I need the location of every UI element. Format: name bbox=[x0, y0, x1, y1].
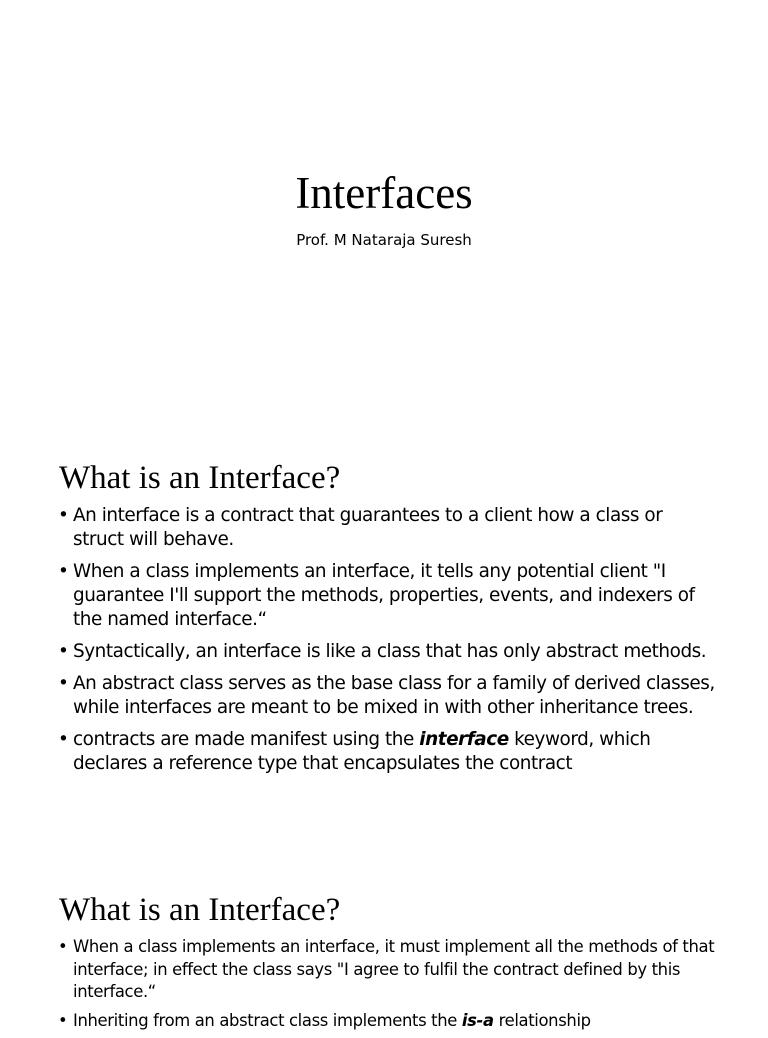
bullet-icon: • bbox=[58, 673, 69, 694]
bullet-text: When a class implements an interface, it tells any potential client "I guarantee I'll support the methods, properties, events, and indexers of the named interface.“ bbox=[73, 561, 695, 630]
bullet-text-before: contracts are made manifest using the bbox=[73, 729, 420, 750]
bullet-icon: • bbox=[58, 505, 69, 526]
bullet-text-before: Inheriting from an abstract class implements the bbox=[73, 1010, 462, 1030]
keyword-interface: interface bbox=[419, 729, 509, 750]
bullet-text-after: relationship bbox=[493, 1010, 591, 1030]
bullet-icon: • bbox=[58, 641, 69, 662]
slide-title: Interfaces bbox=[295, 168, 473, 218]
bullet-text: An abstract class serves as the base class for a family of derived classes, while interfaces are meant to be mixed in with other inheritance trees. bbox=[73, 673, 715, 718]
bullet-icon: • bbox=[58, 937, 68, 956]
list-item bbox=[58, 504, 718, 552]
bullet-text: Syntactically, an interface is like a class that has only abstract methods. bbox=[73, 641, 707, 662]
bullet-icon: • bbox=[58, 561, 69, 582]
bullet-text: An interface is a contract that guarantees to a client how a class or struct will behave. bbox=[73, 505, 663, 550]
list-item bbox=[58, 672, 718, 720]
bullet-text-after: keyword, which declares a reference type that encapsulates the contract bbox=[73, 729, 651, 774]
slide2-heading: What is an Interface? bbox=[59, 460, 341, 496]
list-item bbox=[58, 728, 718, 776]
slide2-bullet-list bbox=[58, 504, 718, 784]
keyword-is-a: is-a bbox=[461, 1010, 494, 1030]
slide3-heading: What is an Interface? bbox=[59, 892, 341, 928]
list-item bbox=[58, 936, 718, 1004]
bullet-text: When a class implements an interface, it must implement all the methods of that interface; in effect the class says "I agree to fulfil the contract defined by this interface.“ bbox=[73, 937, 715, 1001]
list-item bbox=[58, 1010, 718, 1033]
slide-author: Prof. M Nataraja Suresh bbox=[296, 231, 472, 249]
bullet-icon: • bbox=[58, 729, 69, 750]
bullet-icon: • bbox=[58, 1010, 68, 1030]
list-item bbox=[58, 560, 718, 632]
slide3-bullet-list bbox=[58, 936, 718, 1038]
list-item bbox=[58, 640, 718, 664]
